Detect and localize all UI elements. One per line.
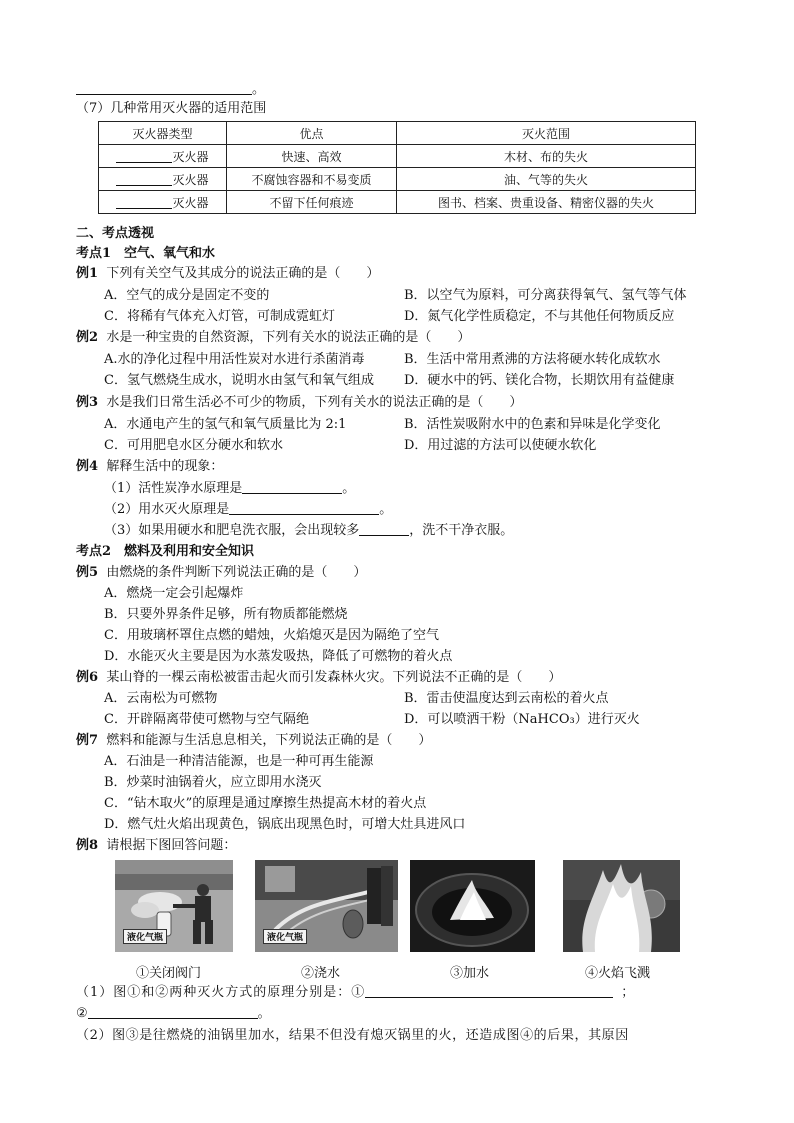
ex1-option-d: D．氮气化学性质稳定，不与其他任何物质反应	[404, 309, 675, 324]
ex5-option-a: A．燃烧一定会引起爆炸	[104, 586, 244, 601]
type-cell: 灭火器	[99, 168, 227, 191]
ex3-option-d: D．用过滤的方法可以使硬水软化	[404, 438, 597, 453]
ex8-q2: （2）图③是往燃烧的油锅里加水，结果不但没有熄灭锅里的火，还造成图④的后果，其原因	[76, 1028, 629, 1043]
ex2-stem: 例2 水是一种宝贵的自然资源，下列有关水的说法正确的是（ ）	[76, 330, 471, 345]
ex2-option-c: C．氢气燃烧生成水，说明水由氢气和氧气组成	[104, 373, 374, 388]
answer-blank[interactable]	[116, 195, 172, 209]
scope-cell: 油、气等的失火	[397, 168, 696, 191]
kp1-title: 考点1 空气、氧气和水	[76, 246, 216, 261]
table-row	[99, 168, 696, 191]
ex8-q1-line2: ② 。	[76, 1006, 271, 1021]
merit-cell: 不留下任何痕迹	[227, 191, 397, 214]
merit-cell: 快速、高效	[227, 145, 397, 168]
caption-4: ④火焰飞溅	[585, 966, 651, 981]
ex6-option-b: B．雷击使温度达到云南松的着火点	[404, 691, 609, 706]
ex3-option-c: C．可用肥皂水区分硬水和软水	[104, 438, 283, 453]
header-scope: 灭火范围	[397, 122, 696, 145]
photo-flame-splash	[563, 860, 680, 952]
caption-2: ②浇水	[301, 966, 341, 981]
type-cell: 灭火器	[99, 191, 227, 214]
header-merit: 优点	[227, 122, 397, 145]
answer-blank[interactable]	[116, 172, 172, 186]
photo-close-valve	[115, 860, 233, 952]
section-2-title: 二、考点透视	[76, 226, 155, 241]
ex3-option-a: A．水通电产生的氢气和氧气质量比为 2:1	[104, 417, 347, 432]
photo-label: 液化气瓶	[123, 929, 167, 944]
table-header-row	[99, 122, 696, 145]
answer-blank[interactable]	[359, 522, 409, 536]
ex4-q1: （1）活性炭净水原理是 。	[104, 481, 356, 496]
ex6-option-d: D．可以喷洒干粉（NaHCO₃）进行灭火	[404, 712, 640, 727]
ex1-option-c: C．将稀有气体充入灯管，可制成霓虹灯	[104, 309, 335, 324]
ex2-option-d: D．硬水中的钙、镁化合物，长期饮用有益健康	[404, 373, 675, 388]
type-cell: 灭火器	[99, 145, 227, 168]
ex1-stem: 例1 下列有关空气及其成分的说法正确的是（ ）	[76, 266, 380, 281]
ex6-option-a: A．云南松为可燃物	[104, 691, 218, 706]
ex7-option-b: B．炒菜时油锅着火，应立即用水浇灭	[104, 775, 322, 790]
ex4-stem: 例4 解释生活中的现象：	[76, 459, 224, 474]
ex5-option-b: B．只要外界条件足够，所有物质都能燃烧	[104, 607, 348, 622]
ex4-q3: （3）如果用硬水和肥皂洗衣服，会出现较多 ，洗不干净衣服。	[104, 523, 514, 538]
merit-cell: 不腐蚀容器和不易变质	[227, 168, 397, 191]
ex4-q2: （2）用水灭火原理是 。	[104, 502, 393, 517]
answer-blank[interactable]	[242, 480, 342, 494]
top-answer-line: 。	[76, 80, 265, 100]
answer-blank[interactable]	[229, 501, 379, 515]
scope-cell: 木材、布的失火	[397, 145, 696, 168]
ex1-option-a: A．空气的成分是固定不变的	[104, 288, 270, 303]
ex3-stem: 例3 水是我们日常生活必不可少的物质，下列有关水的说法正确的是（ ）	[76, 395, 523, 410]
answer-blank[interactable]	[88, 1005, 258, 1019]
ex3-option-b: B．活性炭吸附水中的色素和异味是化学变化	[404, 417, 661, 432]
caption-3: ③加水	[450, 966, 490, 981]
section-7-title: （7）几种常用灭火器的适用范围	[76, 101, 267, 116]
photo-add-water	[410, 860, 535, 952]
ex6-stem: 例6 某山脊的一棵云南松被雷击起火而引发森林火灾。下列说法不正确的是（ ）	[76, 670, 562, 685]
caption-1: ①关闭阀门	[136, 966, 202, 981]
header-type: 灭火器类型	[99, 122, 227, 145]
ex7-option-a: A．石油是一种清洁能源，也是一种可再生能源	[104, 754, 374, 769]
ex8-stem: 例8 请根据下图回答问题：	[76, 838, 237, 853]
answer-blank[interactable]	[365, 984, 613, 998]
ex2-option-a: A.水的净化过程中用活性炭对水进行杀菌消毒	[104, 352, 365, 367]
ex7-option-c: C．“钻木取火”的原理是通过摩擦生热提高木材的着火点	[104, 796, 427, 811]
answer-blank[interactable]	[116, 149, 172, 163]
ex5-option-c: C．用玻璃杯罩住点燃的蜡烛，火焰熄灭是因为隔绝了空气	[104, 628, 439, 643]
ex7-stem: 例7 燃料和能源与生活息息相关，下列说法正确的是（ ）	[76, 733, 432, 748]
ex2-option-b: B．生活中常用煮沸的方法将硬水转化成软水	[404, 352, 661, 367]
flame-splash-illustration	[563, 860, 680, 952]
ex1-option-b: B．以空气为原料，可分离获得氧气、氢气等气体	[404, 288, 687, 303]
photo-label: 液化气瓶	[263, 929, 307, 944]
answer-blank[interactable]	[76, 81, 252, 95]
scope-cell: 图书、档案、贵重设备、精密仪器的失火	[397, 191, 696, 214]
table-row	[99, 145, 696, 168]
extinguisher-table	[98, 121, 696, 214]
photo-pour-water	[255, 860, 398, 952]
table-row	[99, 191, 696, 214]
kp2-title: 考点2 燃料及利用和安全知识	[76, 544, 255, 559]
ex6-option-c: C．开辟隔离带使可燃物与空气隔绝	[104, 712, 309, 727]
ex7-option-d: D．燃气灶火焰出现黄色，锅底出现黑色时，可增大灶具进风口	[104, 817, 466, 832]
ex5-option-d: D．水能灭火主要是因为水蒸发吸热，降低了可燃物的着火点	[104, 649, 453, 664]
wok-fire-illustration	[410, 860, 535, 952]
ex8-q1-line1: （1）图①和②两种灭火方式的原理分别是：① ；	[76, 985, 635, 1000]
ex5-stem: 例5 由燃烧的条件判断下列说法正确的是（ ）	[76, 565, 367, 580]
